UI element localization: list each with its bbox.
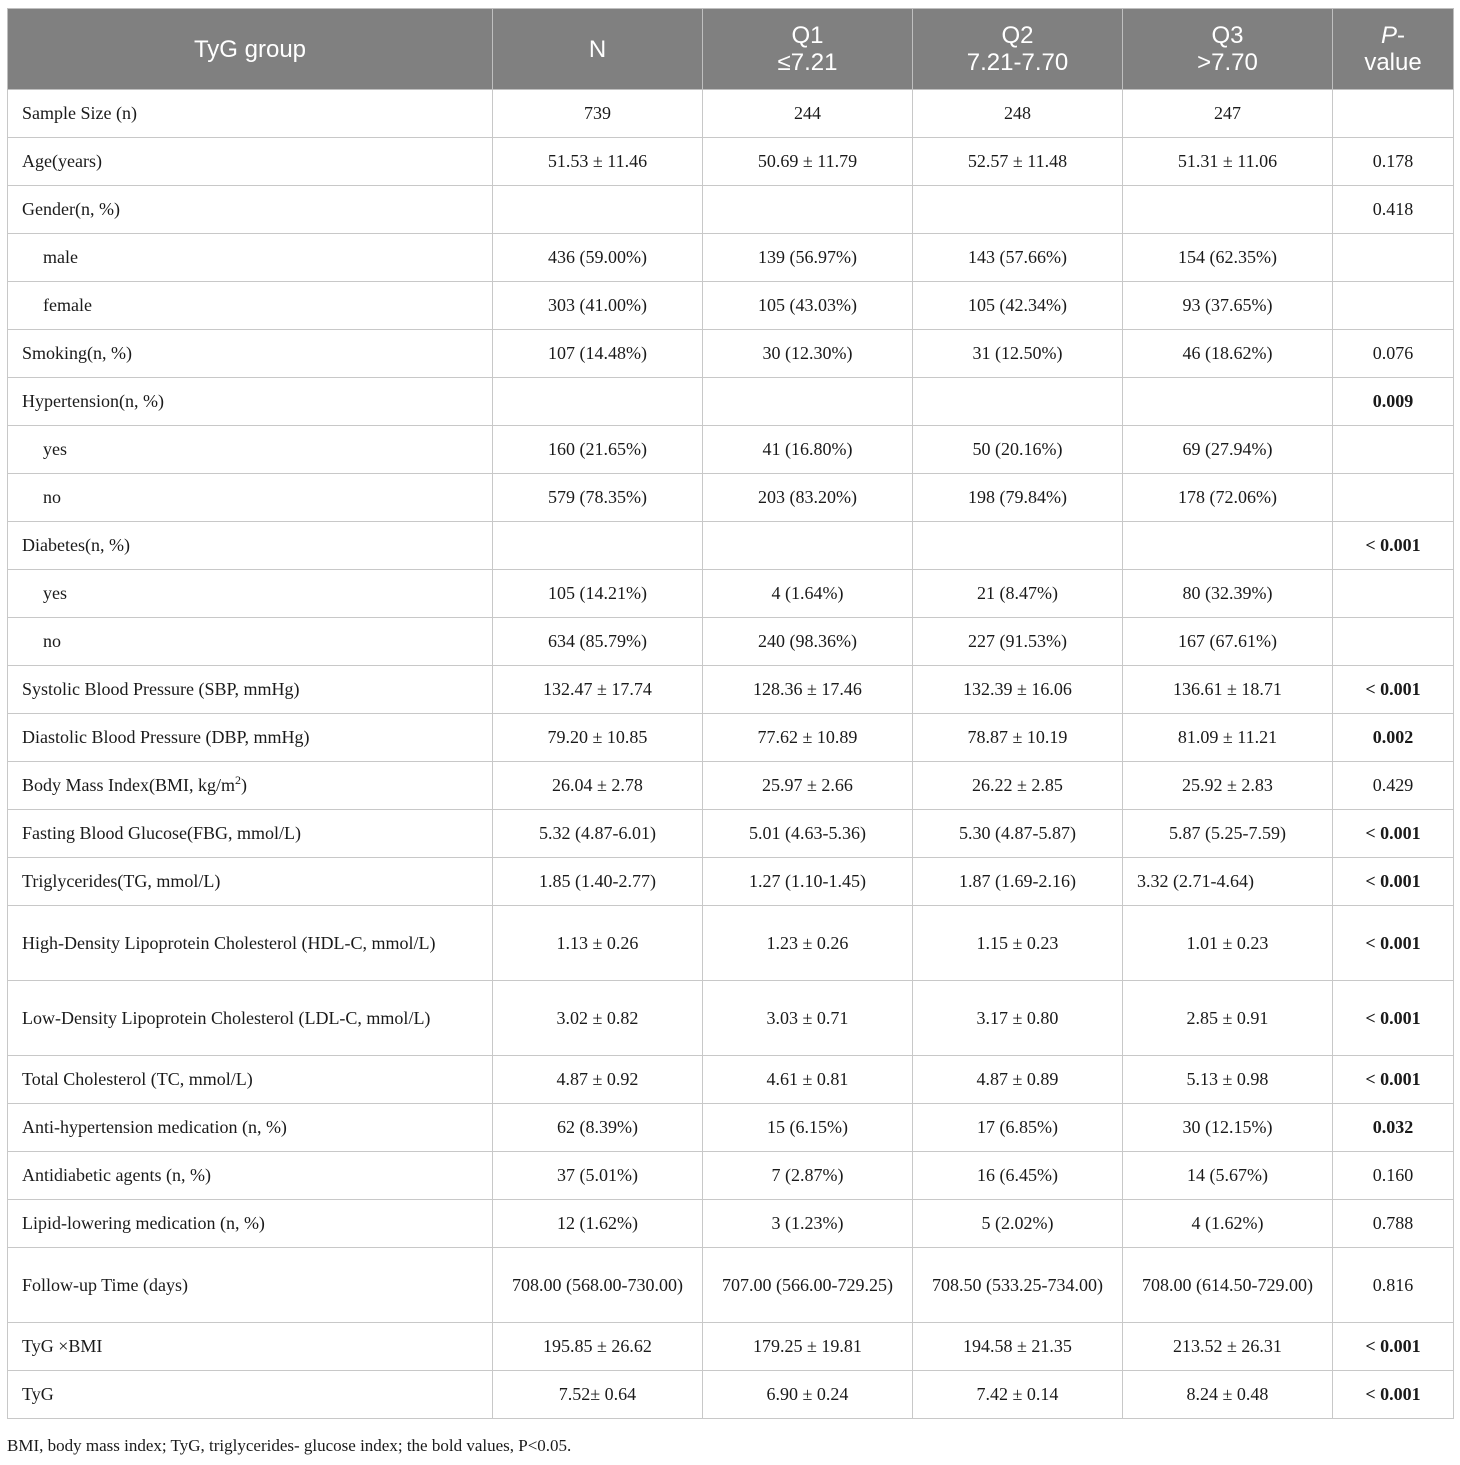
cell-q1: 179.25 ± 19.81 [703,1323,913,1371]
cell-q2: 143 (57.66%) [913,234,1123,282]
cell-p-value: 0.816 [1333,1248,1454,1323]
cell-n: 1.85 (1.40-2.77) [493,858,703,906]
cell-q3: 1.01 ± 0.23 [1123,906,1333,981]
cell-q3: 5.87 (5.25-7.59) [1123,810,1333,858]
cell-q1: 4.61 ± 0.81 [703,1056,913,1104]
cell-n: 3.02 ± 0.82 [493,981,703,1056]
cell-q1: 50.69 ± 11.79 [703,138,913,186]
cell-q2: 708.50 (533.25-734.00) [913,1248,1123,1323]
row-label [8,138,493,186]
cell-n: 79.20 ± 10.85 [493,714,703,762]
cell-q3: 30 (12.15%) [1123,1104,1333,1152]
baseline-characteristics-table [7,8,1454,1419]
row-label [8,1104,493,1152]
cell-n: 708.00 (568.00-730.00) [493,1248,703,1323]
cell-q1: 6.90 ± 0.24 [703,1371,913,1419]
row-label [8,858,493,906]
cell-q3: 167 (67.61%) [1123,618,1333,666]
cell-q2: 105 (42.34%) [913,282,1123,330]
header-q2-name: Q2 [1001,22,1034,49]
cell-q2 [913,522,1123,570]
row-label [8,90,493,138]
table-row [8,714,1454,762]
cell-n: 579 (78.35%) [493,474,703,522]
cell-q3: 46 (18.62%) [1123,330,1333,378]
cell-q3: 80 (32.39%) [1123,570,1333,618]
cell-q1: 41 (16.80%) [703,426,913,474]
table-body [8,90,1454,1419]
cell-q3 [1123,378,1333,426]
cell-q2: 194.58 ± 21.35 [913,1323,1123,1371]
row-label [8,1371,493,1419]
table-row [8,810,1454,858]
row-label [8,762,493,810]
row-label-text: TyG [22,1384,54,1404]
table-footnote: BMI, body mass index; TyG, triglycerides- glucose index; the bold values, P<0.05. [7,1436,572,1455]
cell-q2: 3.17 ± 0.80 [913,981,1123,1056]
table-row [8,1371,1454,1419]
cell-q3: 708.00 (614.50-729.00) [1123,1248,1333,1323]
cell-q1: 4 (1.64%) [703,570,913,618]
header-q3 [1123,9,1333,90]
header-q2 [913,9,1123,90]
cell-q3: 178 (72.06%) [1123,474,1333,522]
table-row [8,90,1454,138]
row-label [8,666,493,714]
row-label [8,186,493,234]
cell-q2: 78.87 ± 10.19 [913,714,1123,762]
cell-q1: 1.27 (1.10-1.45) [703,858,913,906]
row-label-text: Triglycerides(TG, mmol/L) [22,871,221,891]
cell-n: 160 (21.65%) [493,426,703,474]
table-row [8,1248,1454,1323]
cell-q2: 26.22 ± 2.85 [913,762,1123,810]
cell-p-value: < 0.001 [1333,810,1454,858]
row-label-superscript: 2 [235,773,241,787]
row-label [8,1200,493,1248]
cell-n: 4.87 ± 0.92 [493,1056,703,1104]
cell-n: 5.32 (4.87-6.01) [493,810,703,858]
cell-q2: 248 [913,90,1123,138]
cell-p-value: < 0.001 [1333,906,1454,981]
row-label-text: Systolic Blood Pressure (SBP, mmHg) [22,679,300,699]
cell-p-value: 0.076 [1333,330,1454,378]
row-label-text: no [43,487,61,507]
table-row [8,1104,1454,1152]
cell-q2: 5 (2.02%) [913,1200,1123,1248]
cell-q3: 25.92 ± 2.83 [1123,762,1333,810]
cell-q3: 5.13 ± 0.98 [1123,1056,1333,1104]
cell-p-value: 0.032 [1333,1104,1454,1152]
cell-p-value: 0.009 [1333,378,1454,426]
cell-p-value [1333,90,1454,138]
cell-q2: 52.57 ± 11.48 [913,138,1123,186]
table-row [8,234,1454,282]
cell-p-value [1333,234,1454,282]
table-row [8,186,1454,234]
cell-q1: 3 (1.23%) [703,1200,913,1248]
cell-q3: 213.52 ± 26.31 [1123,1323,1333,1371]
cell-q2: 5.30 (4.87-5.87) [913,810,1123,858]
row-label-text: Age(years) [22,151,102,171]
row-label-text: Body Mass Index(BMI, kg/m [22,775,235,795]
header-p-italic: P [1380,22,1397,49]
row-label [8,426,493,474]
cell-p-value: 0.160 [1333,1152,1454,1200]
cell-p-value: < 0.001 [1333,522,1454,570]
header-q1 [703,9,913,90]
cell-n [493,186,703,234]
row-label [8,618,493,666]
cell-q1: 244 [703,90,913,138]
table-row [8,1152,1454,1200]
cell-q3 [1123,186,1333,234]
header-tyg-group-label: TyG group [193,35,307,63]
cell-n: 12 (1.62%) [493,1200,703,1248]
cell-q2: 198 (79.84%) [913,474,1123,522]
table-row [8,522,1454,570]
cell-q3: 136.61 ± 18.71 [1123,666,1333,714]
cell-q1: 139 (56.97%) [703,234,913,282]
cell-n: 26.04 ± 2.78 [493,762,703,810]
row-label-text: Fasting Blood Glucose(FBG, mmol/L) [22,823,301,843]
cell-q3: 14 (5.67%) [1123,1152,1333,1200]
cell-q3: 2.85 ± 0.91 [1123,981,1333,1056]
row-label-text: yes [43,583,67,603]
table-row [8,666,1454,714]
header-q3-range: >7.70 [1197,49,1258,76]
cell-p-value: 0.178 [1333,138,1454,186]
cell-q1: 30 (12.30%) [703,330,913,378]
table-row [8,378,1454,426]
table-row [8,1056,1454,1104]
table-row [8,570,1454,618]
row-label-text: male [43,247,78,267]
cell-p-value: < 0.001 [1333,981,1454,1056]
cell-q2: 1.15 ± 0.23 [913,906,1123,981]
row-label [8,906,493,981]
row-label-text: Diabetes(n, %) [22,535,130,555]
cell-q2 [913,186,1123,234]
cell-p-value: < 0.001 [1333,858,1454,906]
cell-q1: 240 (98.36%) [703,618,913,666]
cell-q2: 16 (6.45%) [913,1152,1123,1200]
cell-q2: 50 (20.16%) [913,426,1123,474]
cell-q1: 128.36 ± 17.46 [703,666,913,714]
row-label-text: TyG ×BMI [22,1336,103,1356]
row-label-text: Smoking(n, %) [22,343,132,363]
cell-n: 436 (59.00%) [493,234,703,282]
cell-p-value [1333,282,1454,330]
table-row [8,330,1454,378]
cell-q2: 17 (6.85%) [913,1104,1123,1152]
row-label-text: female [43,295,92,315]
row-label [8,981,493,1056]
header-p-dash: - [1397,22,1405,49]
cell-q1: 203 (83.20%) [703,474,913,522]
cell-p-value [1333,618,1454,666]
cell-q2: 7.42 ± 0.14 [913,1371,1123,1419]
row-label-text: yes [43,439,67,459]
cell-p-value [1333,570,1454,618]
cell-q3: 8.24 ± 0.48 [1123,1371,1333,1419]
table-row [8,981,1454,1056]
cell-n: 195.85 ± 26.62 [493,1323,703,1371]
row-label [8,1323,493,1371]
cell-q3 [1123,522,1333,570]
row-label [8,234,493,282]
row-label [8,1152,493,1200]
cell-q3: 93 (37.65%) [1123,282,1333,330]
cell-q1 [703,522,913,570]
cell-q2 [913,378,1123,426]
cell-p-value: < 0.001 [1333,1323,1454,1371]
header-p-value-word: value [1364,49,1422,76]
header-tyg-group [8,9,493,90]
cell-q1: 5.01 (4.63-5.36) [703,810,913,858]
cell-q1: 1.23 ± 0.26 [703,906,913,981]
row-label-tail: ) [241,775,247,795]
row-label-text: Low-Density Lipoprotein Cholesterol (LDL-C, mmol/L) [22,1007,431,1028]
cell-p-value: 0.788 [1333,1200,1454,1248]
table-row [8,1323,1454,1371]
row-label [8,330,493,378]
table-container [7,8,1453,1419]
cell-p-value: < 0.001 [1333,1371,1454,1419]
row-label [8,282,493,330]
cell-q3: 81.09 ± 11.21 [1123,714,1333,762]
cell-n: 1.13 ± 0.26 [493,906,703,981]
cell-n: 7.52± 0.64 [493,1371,703,1419]
cell-q1: 707.00 (566.00-729.25) [703,1248,913,1323]
row-label [8,714,493,762]
cell-q2: 132.39 ± 16.06 [913,666,1123,714]
cell-n: 634 (85.79%) [493,618,703,666]
cell-n: 37 (5.01%) [493,1152,703,1200]
row-label [8,522,493,570]
table-row [8,906,1454,981]
cell-n: 739 [493,90,703,138]
row-label-text: Diastolic Blood Pressure (DBP, mmHg) [22,727,310,747]
table-row [8,138,1454,186]
cell-n: 105 (14.21%) [493,570,703,618]
cell-q2: 227 (91.53%) [913,618,1123,666]
row-label-text: High-Density Lipoprotein Cholesterol (HDL-C, mmol/L) [22,932,436,953]
header-q1-name: Q1 [791,22,824,49]
cell-q1 [703,186,913,234]
table-row [8,474,1454,522]
cell-q1: 15 (6.15%) [703,1104,913,1152]
cell-n: 107 (14.48%) [493,330,703,378]
row-label [8,474,493,522]
cell-q2: 4.87 ± 0.89 [913,1056,1123,1104]
row-label-text: Hypertension(n, %) [22,391,164,411]
cell-q1: 77.62 ± 10.89 [703,714,913,762]
row-label-text: Follow-up Time (days) [22,1274,189,1295]
header-q3-name: Q3 [1211,22,1244,49]
row-label-text: Antidiabetic agents (n, %) [22,1165,211,1185]
row-label-text: Sample Size (n) [22,103,137,123]
cell-p-value: 0.002 [1333,714,1454,762]
cell-p-value [1333,426,1454,474]
cell-q1 [703,378,913,426]
cell-p-value [1333,474,1454,522]
cell-q2: 31 (12.50%) [913,330,1123,378]
row-label [8,570,493,618]
cell-n: 303 (41.00%) [493,282,703,330]
cell-q1: 7 (2.87%) [703,1152,913,1200]
row-label-text: Lipid-lowering medication (n, %) [22,1213,265,1233]
table-row [8,858,1454,906]
header-q2-range: 7.21-7.70 [966,49,1069,76]
cell-n [493,378,703,426]
header-n [493,9,703,90]
cell-q3: 3.32 (2.71-4.64) [1123,858,1333,906]
row-label [8,378,493,426]
table-row [8,282,1454,330]
header-p-value [1333,9,1454,90]
row-label [8,1056,493,1104]
cell-p-value: < 0.001 [1333,666,1454,714]
header-n-label: N [588,35,607,63]
cell-q3: 69 (27.94%) [1123,426,1333,474]
table-row [8,762,1454,810]
cell-n: 132.47 ± 17.74 [493,666,703,714]
row-label-text: Total Cholesterol (TC, mmol/L) [22,1069,253,1089]
table-row [8,426,1454,474]
cell-q2: 21 (8.47%) [913,570,1123,618]
cell-q3: 51.31 ± 11.06 [1123,138,1333,186]
row-label-text: Gender(n, %) [22,199,120,219]
cell-q3: 154 (62.35%) [1123,234,1333,282]
cell-q1: 3.03 ± 0.71 [703,981,913,1056]
cell-q2: 1.87 (1.69-2.16) [913,858,1123,906]
cell-q1: 25.97 ± 2.66 [703,762,913,810]
cell-q1: 105 (43.03%) [703,282,913,330]
cell-q3: 247 [1123,90,1333,138]
cell-p-value: 0.418 [1333,186,1454,234]
row-label [8,810,493,858]
row-label [8,1248,493,1323]
cell-n [493,522,703,570]
table-row [8,1200,1454,1248]
header-row [8,9,1454,90]
cell-p-value: 0.429 [1333,762,1454,810]
row-label-text: no [43,631,61,651]
table-header [8,9,1454,90]
cell-q3: 4 (1.62%) [1123,1200,1333,1248]
table-row [8,618,1454,666]
cell-p-value: < 0.001 [1333,1056,1454,1104]
cell-n: 51.53 ± 11.46 [493,138,703,186]
row-label-text: Anti-hypertension medication (n, %) [22,1117,287,1137]
cell-n: 62 (8.39%) [493,1104,703,1152]
header-q1-range: ≤7.21 [777,49,838,76]
